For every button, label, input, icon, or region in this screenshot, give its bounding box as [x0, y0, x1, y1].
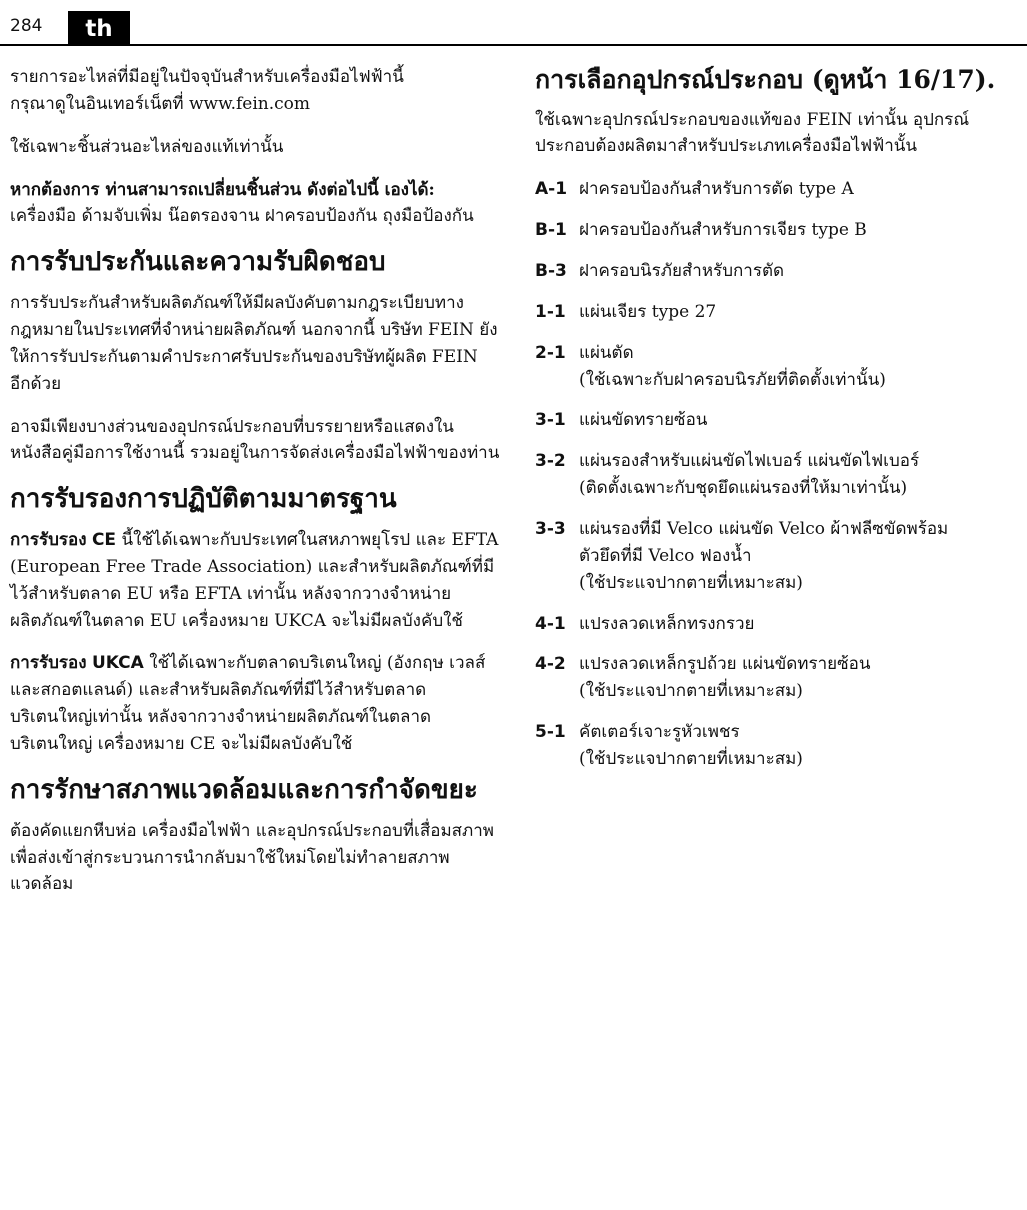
spare-parts-line-2: กรุณาดูในอินเทอร์เน็ตที่ www.fein.com: [10, 93, 311, 114]
accessories-heading: การเลือกอุปกรณ์ประกอบ (ดูหน้า 16/17).: [535, 65, 996, 94]
list-item: [535, 651, 1023, 705]
page-header: [0, 0, 1027, 46]
list-item: [535, 719, 1023, 773]
accessory-description: [579, 448, 1023, 502]
accessory-line: คัตเตอร์เจาะรูหัวเพชร: [579, 722, 740, 743]
accessory-code: A-1: [535, 179, 568, 200]
right-column: [535, 64, 1023, 787]
list-item: [535, 340, 1023, 394]
list-item: [535, 611, 1023, 638]
accessory-description: [579, 299, 1023, 326]
ukca-paragraph: [10, 650, 500, 757]
ce-mark: CE: [91, 530, 117, 551]
accessory-description: [579, 217, 1023, 244]
ce-prefix: การรับรอง: [10, 530, 87, 551]
spare-parts-paragraph: [10, 64, 500, 118]
list-item: [535, 407, 1023, 434]
accessory-line: แผ่นรองที่มี Velco แผ่นขัด Velco ผ้าฟลีซขัดพร้อม: [579, 518, 949, 539]
list-item: [535, 217, 1023, 244]
warranty-paragraph-1: การรับประกันสำหรับผลิตภัณฑ์ให้มีผลบังคับตามกฎระเบียบทางกฎหมายในประเทศที่จำหน่ายผลิตภัณฑ์ นอกจากนี้ บริษัท FEIN ยังให้การรับประกันตามคำประกาศรับประกันของบริษัทผู้ผลิต FEIN อีกด้วย: [10, 293, 498, 394]
accessory-line: ฝาครอบป้องกันสำหรับการเจียร type B: [579, 220, 867, 241]
accessory-description: [579, 516, 1023, 597]
accessory-note: (ใช้ประแจปากตายที่เหมาะสม): [579, 748, 803, 769]
accessory-line: ฝาครอบป้องกันสำหรับการตัด type A: [579, 179, 854, 200]
conformity-heading: การรับรองการปฏิบัติตามมาตรฐาน: [10, 484, 397, 515]
list-item: [535, 448, 1023, 502]
accessory-line: ฝาครอบนิรภัยสำหรับการตัด: [579, 260, 785, 281]
accessory-code: 5-1: [535, 722, 566, 743]
ce-paragraph: [10, 527, 500, 634]
spare-parts-line-1: รายการอะไหล่ที่มีอยู่ในปัจจุบันสำหรับเครื่องมือไฟฟ้านี้: [10, 67, 404, 87]
accessory-description: [579, 651, 1023, 705]
accessory-code: 2-1: [535, 342, 566, 363]
warranty-paragraph-2: อาจมีเพียงบางส่วนของอุปกรณ์ประกอบที่บรรยายหรือแสดงในหนังสือคู่มือการใช้งานนี้ รวมอยู่ในการจัดส่งเครื่องมือไฟฟ้าของท่าน: [10, 416, 500, 464]
warranty-heading: การรับประกันและความรับผิดชอบ: [10, 247, 386, 278]
accessory-description: [579, 176, 1023, 203]
list-item: [535, 516, 1023, 597]
ukca-mark: UKCA: [91, 653, 144, 674]
accessory-line: แผ่นตัด: [579, 342, 634, 363]
accessory-line: ตัวยึดที่มี Velco ฟองน้ำ: [579, 545, 752, 566]
accessory-description: [579, 407, 1023, 434]
accessory-description: [579, 340, 1023, 394]
accessory-line: แผ่นรองสำหรับแผ่นขัดไฟเบอร์ แผ่นขัดไฟเบอร์: [579, 451, 920, 472]
replaceable-parts-list: เครื่องมือ ด้ามจับเพิ่ม น๊อตรองจาน ฝาครอบป้องกัน ถุงมือป้องกัน: [10, 206, 474, 227]
accessory-code: 1-1: [535, 301, 566, 322]
environment-heading: การรักษาสภาพแวดล้อมและการกำจัดขยะ: [10, 774, 478, 805]
language-tab: th: [68, 11, 130, 46]
header-rule: [0, 44, 1027, 46]
replaceable-parts-heading: หากต้องการ ท่านสามารถเปลี่ยนชิ้นส่วน ดังต่อไปนี้ เองได้:: [10, 179, 435, 200]
accessory-description: [579, 258, 1023, 285]
accessory-note: (ติดตั้งเฉพาะกับชุดยึดแผ่นรองที่ให้มาเท่านั้น): [579, 478, 908, 499]
accessory-code: 4-2: [535, 654, 566, 675]
accessory-description: [579, 611, 1023, 638]
genuine-parts-paragraph: ใช้เฉพาะชิ้นส่วนอะไหล่ของแท้เท่านั้น: [10, 136, 284, 157]
accessory-code: B-3: [535, 260, 567, 281]
page-number: 284: [10, 16, 43, 36]
accessory-code: 4-1: [535, 613, 566, 634]
ce-text: นี้ใช้ได้เฉพาะกับประเทศในสหภาพยุโรป และ EFTA (European Free Trade Association) และสำหรับผลิตภัณฑ์ที่มีไว้สำหรับตลาด EU หรือ EFTA เท่านั้น หลังจากวางจำหน่ายผลิตภัณฑ์ในตลาด EU เครื่องหมาย UKCA จะไม่มีผลบังคับใช้: [10, 530, 499, 631]
accessory-code: 3-1: [535, 410, 566, 431]
ukca-text: ใช้ได้เฉพาะกับตลาดบริเตนใหญ่ (อังกฤษ เวลส์ และสกอตแลนด์) และสำหรับผลิตภัณฑ์ที่มีไว้สำหรับตลาดบริเตนใหญ่เท่านั้น หลังจากวางจำหน่ายผลิตภัณฑ์ในตลาดบริเตนใหญ่ เครื่องหมาย CE จะไม่มีผลบังคับใช้: [10, 653, 486, 755]
accessory-code: B-1: [535, 220, 567, 241]
accessory-code: 3-3: [535, 518, 566, 539]
accessory-line: แปรงลวดเหล็กรูปถ้วย แผ่นขัดทรายซ้อน: [579, 654, 871, 675]
ukca-prefix: การรับรอง: [10, 653, 87, 674]
accessories-intro: ใช้เฉพาะอุปกรณ์ประกอบของแท้ของ FEIN เท่านั้น อุปกรณ์ประกอบต้องผลิตมาสำหรับประเภทเครื่องมือไฟฟ้านั้น: [535, 109, 970, 157]
accessory-note: (ใช้เฉพาะกับฝาครอบนิรภัยที่ติดตั้งเท่านั้น): [579, 369, 886, 390]
accessory-line: แผ่นขัดทรายซ้อน: [579, 410, 708, 431]
accessory-description: [579, 719, 1023, 773]
left-column: [10, 64, 500, 914]
accessory-line: แผ่นเจียร type 27: [579, 301, 717, 322]
accessory-note: (ใช้ประแจปากตายที่เหมาะสม): [579, 572, 803, 593]
environment-paragraph: ต้องคัดแยกหีบห่อ เครื่องมือไฟฟ้า และอุปกรณ์ประกอบที่เสื่อมสภาพ เพื่อส่งเข้าสู่กระบวนการนำกลับมาใช้ใหม่โดยไม่ทำลายสภาพแวดล้อม: [10, 820, 494, 895]
accessory-note: (ใช้ประแจปากตายที่เหมาะสม): [579, 681, 803, 702]
accessory-code: 3-2: [535, 451, 566, 472]
accessory-line: แปรงลวดเหล็กทรงกรวย: [579, 613, 755, 634]
accessories-list: [535, 176, 1023, 773]
list-item: [535, 258, 1023, 285]
list-item: [535, 299, 1023, 326]
list-item: [535, 176, 1023, 203]
